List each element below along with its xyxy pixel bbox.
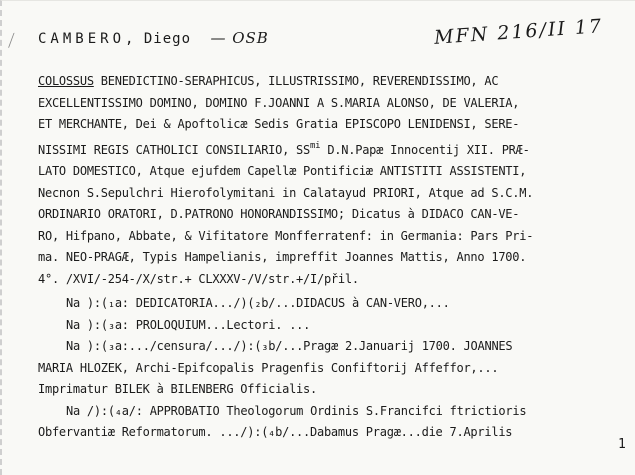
collation-line: 4°. /XVI/-254-/X/str.+ CLXXXV-/V/str.+/I/přil.	[38, 271, 359, 286]
shelfmark: MFN 216/II 17	[433, 15, 604, 49]
title-line: ORDINARIO ORATORI, D.PATRONO HONORANDISSIMO; Dicatus à DIDACO CAN-VE-	[38, 207, 520, 221]
author-surname: CAMBERO	[38, 31, 126, 47]
card-page-number: 1	[618, 437, 626, 452]
title-line: RO, Hifpano, Abbate, & Vifitatore Monfferratenf: in Germania: Pars Pri-	[38, 228, 534, 243]
title-keyword: COLOSSUS	[38, 74, 94, 88]
contents-line: Imprimatur BILEK à BILENBERG Officialis.	[38, 382, 317, 396]
title-line: COLOSSUS BENEDICTINO-SERAPHICUS, ILLUSTRISSIMO, REVERENDISSIMO, AC	[38, 74, 499, 88]
order-annotation: — OSB	[210, 29, 269, 47]
title-line: EXCELLENTISSIMO DOMINO, DOMINO F.JOANNI A S.MARIA ALONSO, DE VALERIA,	[38, 95, 520, 110]
contents-notes	[38, 293, 634, 444]
title-description	[38, 71, 634, 290]
title-line: ma. NEO-PRAGÆ, Typis Hampelianis, impreffit Joannes Mattis, Anno 1700.	[38, 250, 527, 264]
contents-line: Na /):(₄a/: APPROBATIO Theologorum Ordinis S.Francifci ftrictioris	[66, 403, 527, 418]
title-line: ET MERCHANTE, Dei & Apoftolicæ Sedis Gratia EPISCOPO LENIDENSI, SERE-	[38, 117, 520, 131]
contents-line: Na ):(₃a:.../censura/.../):(₃b/...Pragæ 2.Januarij 1700. JOANNES	[66, 339, 513, 353]
contents-line: Na ):(₁a: DEDICATORIA.../)(₂b/...DIDACUS à CAN-VERO,...	[66, 296, 450, 310]
contents-line: Na ):(₃a: PROLOQUIUM...Lectori. ...	[66, 317, 311, 332]
title-line: Necnon S.Sepulchri Hierofolymitani in Calatayud PRIORI, Atque ad S.C.M.	[38, 185, 534, 200]
contents-line: Obfervantiæ Reformatorum. .../):(₄b/...Dabamus Pragæ...die 7.Aprilis	[38, 425, 513, 439]
title-line: LATO DOMESTICO, Atque ejufdem Capellæ Pontificiæ ANTISTITI ASSISTENTI,	[38, 164, 527, 178]
title-line: NISSIMI REGIS CATHOLICI CONSILIARIO, $SS^{mi}$ D.N.Papæ Innocentij XII. PRÆ-	[38, 140, 530, 157]
contents-line: MARIA HLOZEK, Archi-Epifcopalis Pragenfis Confiftorij Affeffor,...	[38, 360, 499, 375]
corner-pencil-mark: ⟋	[2, 29, 20, 52]
card-header	[38, 29, 269, 47]
author-forename: , Diego	[125, 31, 192, 47]
